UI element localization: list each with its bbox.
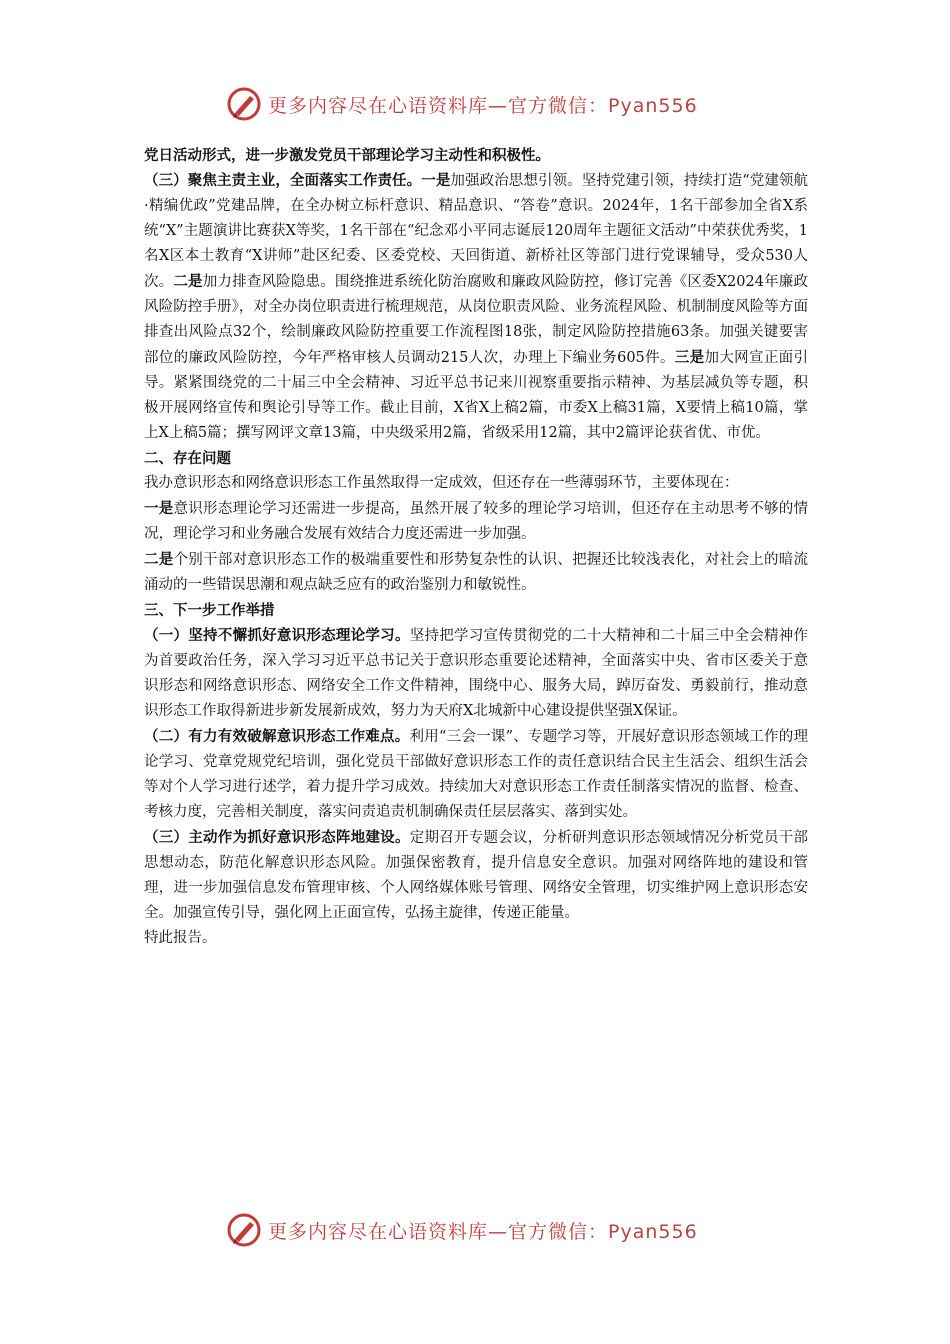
paragraph: （三）主动作为抓好意识形态阵地建设。定期召开专题会议，分析研判意识形态领域情况分析党员干部思想动态，防范化解意识形态风险。加强保密教育，提升信息安全意识。加强对网络阵地的建设和管理，进一步加强信息发布管理审核、个人网络媒体账号管理、网络安全管理，切实维护网上意识形态安全。加强宣传引导，强化网上正面宣传，弘扬主旋律，传递正能量。	[144, 829, 808, 921]
watermark-banner-top	[226, 84, 698, 124]
paragraph: 一是意识形态理论学习还需进一步提高，虽然开展了较多的理论学习培训，但还存在主动思考不够的情况，理论学习和业务融合发展有效结合力度还需进一步加强。	[144, 500, 809, 542]
section-heading: 三、下一步工作举措	[144, 602, 275, 619]
paragraph: 党日活动形式，进一步激发党员干部理论学习主动性和积极性。	[144, 147, 550, 164]
document-body	[144, 143, 808, 951]
paragraph: （二）有力有效破解意识形态工作难点。利用“三会一课”、专题学习等，开展好意识形态领域工作的理论学习、党章党规党纪培训，强化党员干部做好意识形态工作的责任意识结合民主生活会、组织生活会等对个人学习进行述学，着力提升学习成效。持续加大对意识形态工作责任制落实情况的监督、检查、考核力度，完善相关制度，落实问责追责机制确保责任层层落实、落到实处。	[144, 728, 808, 820]
pen-logo-icon	[226, 1212, 262, 1248]
closing-line: 特此报告。	[144, 930, 217, 946]
paragraph: （一）坚持不懈抓好意识形态理论学习。坚持把学习宣传贯彻党的二十大精神和二十届三中全会精神作为首要政治任务，深入学习习近平总书记关于意识形态重要论述精神，全面落实中央、省市区委关于意识形态和网络意识形态、网络安全工作文件精神，围绕中心、服务大局，踔厉奋发、勇毅前行，推动意识形态工作取得新进步新发展新成效，努力为天府X北城新中心建设提供坚强X保证。	[144, 627, 808, 719]
watermark-text: 更多内容尽在心语资料库—官方微信：Pyan556	[268, 1220, 698, 1243]
watermark-text: 更多内容尽在心语资料库—官方微信：Pyan556	[268, 94, 698, 117]
paragraph: （三）聚焦主责主业，全面落实工作责任。一是加强政治思想引领。坚持党建引领，持续打造“党建领航·精编优政”党建品牌，在全办树立标杆意识、精品意识、“答卷”意识。2024年，1名干部参加全省X系统“X”主题演讲比赛获X等奖，1名干部在“纪念邓小平同志诞辰120周年主题征文活动”中荣获优秀奖，1名X区本土教育“X讲师”赴区纪委、区委党校、天回街道、新桥社区等部门进行党课辅导，受众530人次。二是加力排查风险隐患。围绕推进系统化防治腐败和廉政风险防控，修订完善《区委X2024年廉政风险防控手册》，对全办岗位职责进行梳理规范，从岗位职责风险、业务流程风险、机制制度风险等方面排查出风险点32个，绘制廉政风险防控重要工作流程图18张，制定风险防控措施63条。加强关键要害部位的廉政风险防控，今年严格审核人员调动215人次，办理上下编业务605件。三是加大网宣正面引导。紧紧围绕党的二十届三中全会精神、习近平总书记来川视察重要指示精神、为基层减负等专题，积极开展网络宣传和舆论引导等工作。截止目前，X省X上稿2篇，市委X上稿31篇，X要情上稿10篇，掌上X上稿5篇；撰写网评文章13篇，中央级采用2篇，省级采用12篇，其中2篇评论获省优、市优。	[144, 172, 809, 441]
paragraph: 二是个别干部对意识形态工作的极端重要性和形势复杂性的认识、把握还比较浅表化，对社会上的暗流涌动的一些错误思潮和观点缺乏应有的政治鉴别力和敏锐性。	[144, 551, 809, 593]
pen-logo-icon	[226, 86, 262, 122]
paragraph: 我办意识形态和网络意识形态工作虽然取得一定成效，但还存在一些薄弱环节，主要体现在：	[144, 475, 739, 491]
section-heading: 二、存在问题	[144, 450, 231, 467]
watermark-banner-bottom	[226, 1210, 698, 1250]
